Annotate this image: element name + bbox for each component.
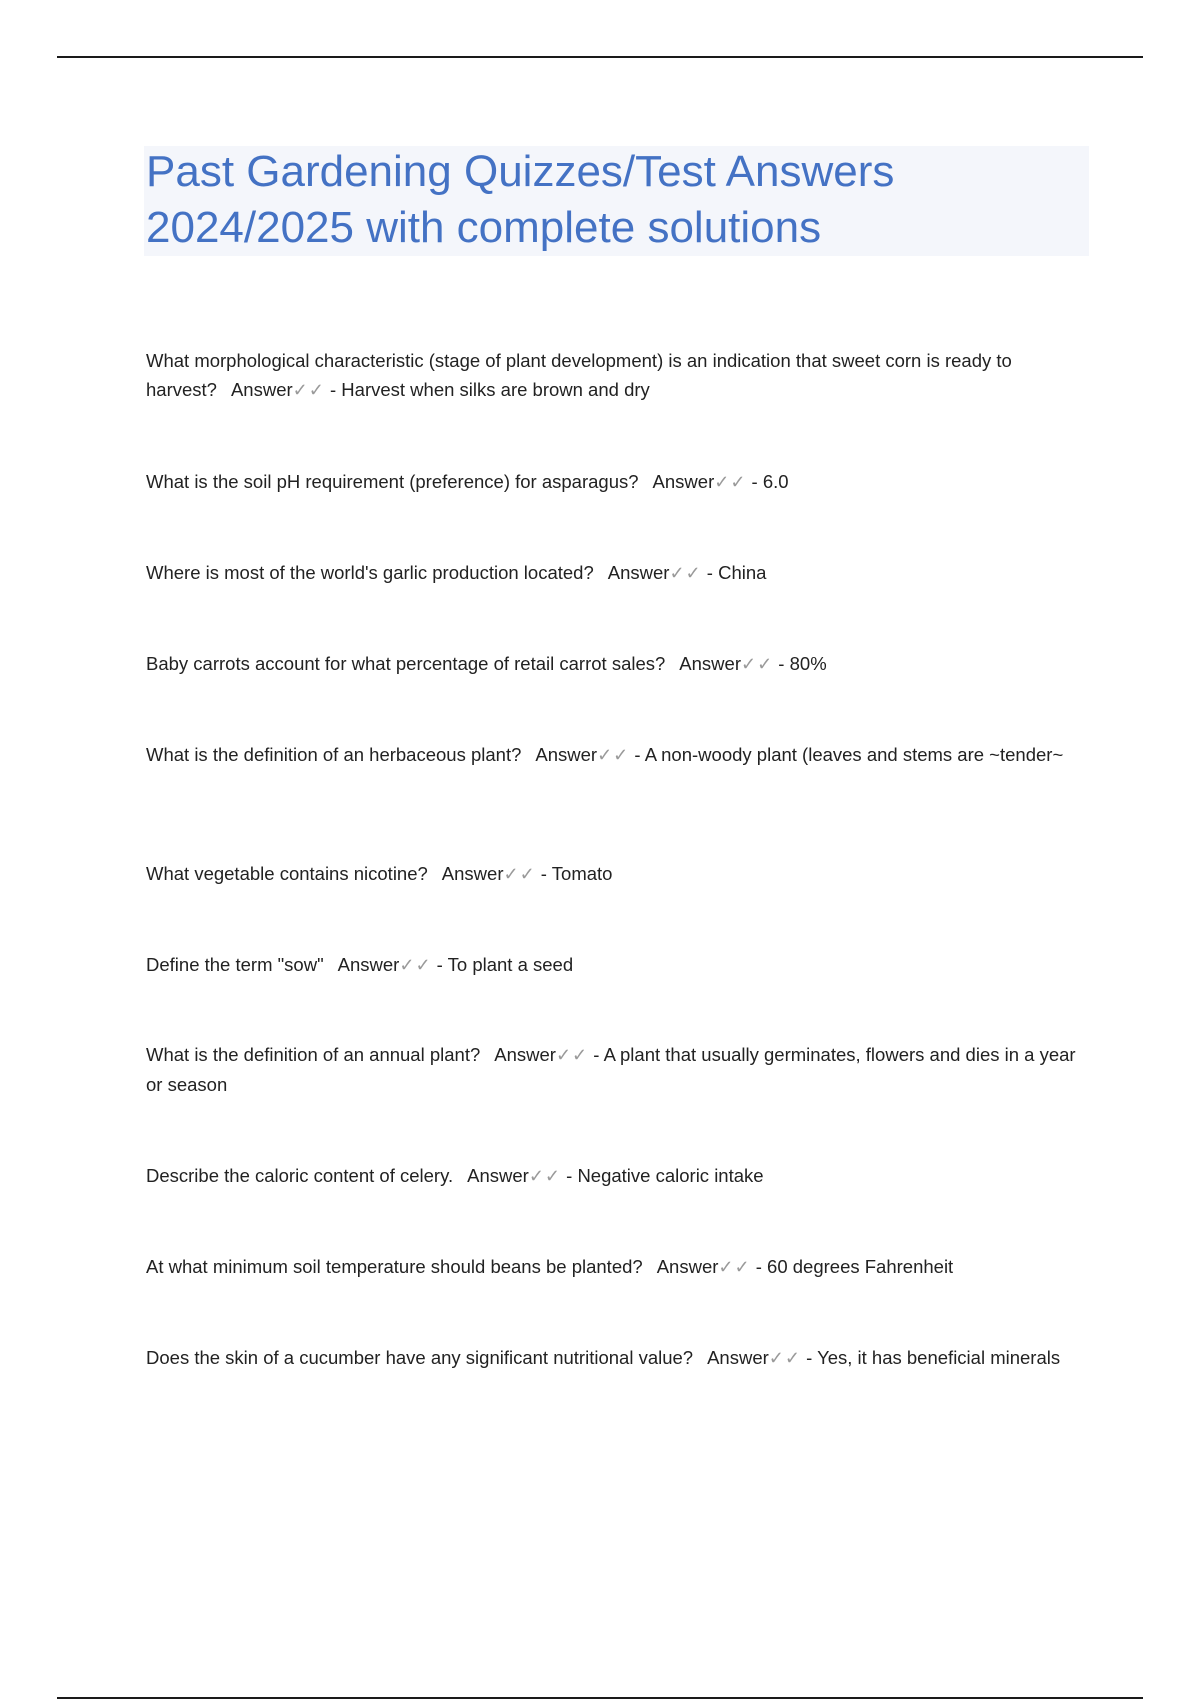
answer-text: Harvest when silks are brown and dry — [341, 379, 650, 400]
question-text: What morphological characteristic (stage of plant development) is an indication that sweet corn is ready to harvest? — [146, 350, 1012, 400]
top-rule — [57, 56, 1143, 58]
check-icon: ✓✓ — [741, 654, 774, 674]
check-icon: ✓✓ — [528, 1166, 561, 1186]
question-text: What vegetable contains nicotine? — [146, 863, 428, 884]
answer-label: Answer — [337, 954, 400, 975]
answer-separator: - — [773, 653, 790, 674]
answer-label: Answer — [656, 1256, 719, 1277]
check-icon: ✓✓ — [555, 1045, 589, 1065]
answer-label: Answer — [607, 562, 670, 583]
check-icon: ✓✓ — [718, 1257, 751, 1277]
answer-separator: - — [324, 379, 342, 400]
answer-text: A non-woody plant (leaves and stems are ~tender~ — [644, 744, 1064, 765]
answer-separator: - — [701, 562, 719, 583]
question-text: At what minimum soil temperature should beans be planted? — [146, 1256, 643, 1277]
document-title: Past Gardening Quizzes/Test Answers 2024/2025 with complete solutions — [146, 147, 895, 252]
check-icon: ✓✓ — [669, 563, 702, 583]
answer-separator: - — [560, 1165, 578, 1186]
question-text: What is the definition of an annual plant? — [146, 1044, 481, 1065]
answer-text: Tomato — [551, 863, 613, 884]
qa-item — [146, 1343, 1086, 1373]
answer-separator: - — [535, 863, 552, 884]
check-icon: ✓✓ — [597, 745, 630, 765]
answer-text: A plant that usually germinates, flowers and dies in a year or season — [146, 1044, 1076, 1095]
qa-item — [146, 950, 1086, 980]
question-text: Describe the caloric content of celery. — [146, 1165, 454, 1186]
answer-label: Answer — [467, 1165, 529, 1186]
qa-item — [146, 740, 1086, 770]
check-icon: ✓✓ — [399, 955, 432, 975]
answer-label: Answer — [652, 471, 715, 492]
qa-item — [146, 558, 1086, 588]
qa-item — [146, 859, 1086, 889]
answer-separator: - — [431, 954, 448, 975]
answer-label: Answer — [441, 863, 504, 884]
qa-item — [146, 346, 1086, 405]
answer-label: Answer — [679, 653, 741, 674]
question-text: Where is most of the world's garlic production located? — [146, 562, 594, 583]
qa-item — [146, 1252, 1086, 1282]
qa-item — [146, 1161, 1086, 1191]
check-icon: ✓✓ — [503, 864, 536, 884]
answer-separator: - — [629, 744, 645, 765]
question-text: What is the definition of an herbaceous plant? — [146, 744, 522, 765]
answer-text: Yes, it has beneficial minerals — [817, 1347, 1061, 1368]
check-icon: ✓✓ — [292, 380, 325, 400]
answer-separator: - — [800, 1347, 818, 1368]
answer-text: 80% — [789, 653, 827, 674]
answer-label: Answer — [535, 744, 598, 765]
answer-separator: - — [588, 1044, 604, 1065]
check-icon: ✓✓ — [768, 1348, 801, 1368]
answer-text: 6.0 — [762, 471, 789, 492]
qa-item — [146, 1040, 1086, 1099]
answer-label: Answer — [494, 1044, 556, 1065]
qa-item — [146, 467, 1086, 497]
question-text: Baby carrots account for what percentage of retail carrot sales? — [146, 653, 666, 674]
answer-separator: - — [746, 471, 763, 492]
answer-label: Answer — [230, 379, 293, 400]
answer-text: 60 degrees Fahrenheit — [767, 1256, 954, 1277]
qa-item — [146, 649, 1086, 679]
bottom-rule — [57, 1697, 1143, 1699]
question-text: What is the soil pH requirement (preference) for asparagus? — [146, 471, 639, 492]
answer-text: To plant a seed — [447, 954, 574, 975]
answer-text: China — [718, 562, 767, 583]
answer-text: Negative caloric intake — [577, 1165, 764, 1186]
question-text: Define the term "sow" — [146, 954, 324, 975]
answer-label: Answer — [707, 1347, 769, 1368]
check-icon: ✓✓ — [714, 472, 747, 492]
question-text: Does the skin of a cucumber have any significant nutritional value? — [146, 1347, 694, 1368]
answer-separator: - — [750, 1256, 768, 1277]
